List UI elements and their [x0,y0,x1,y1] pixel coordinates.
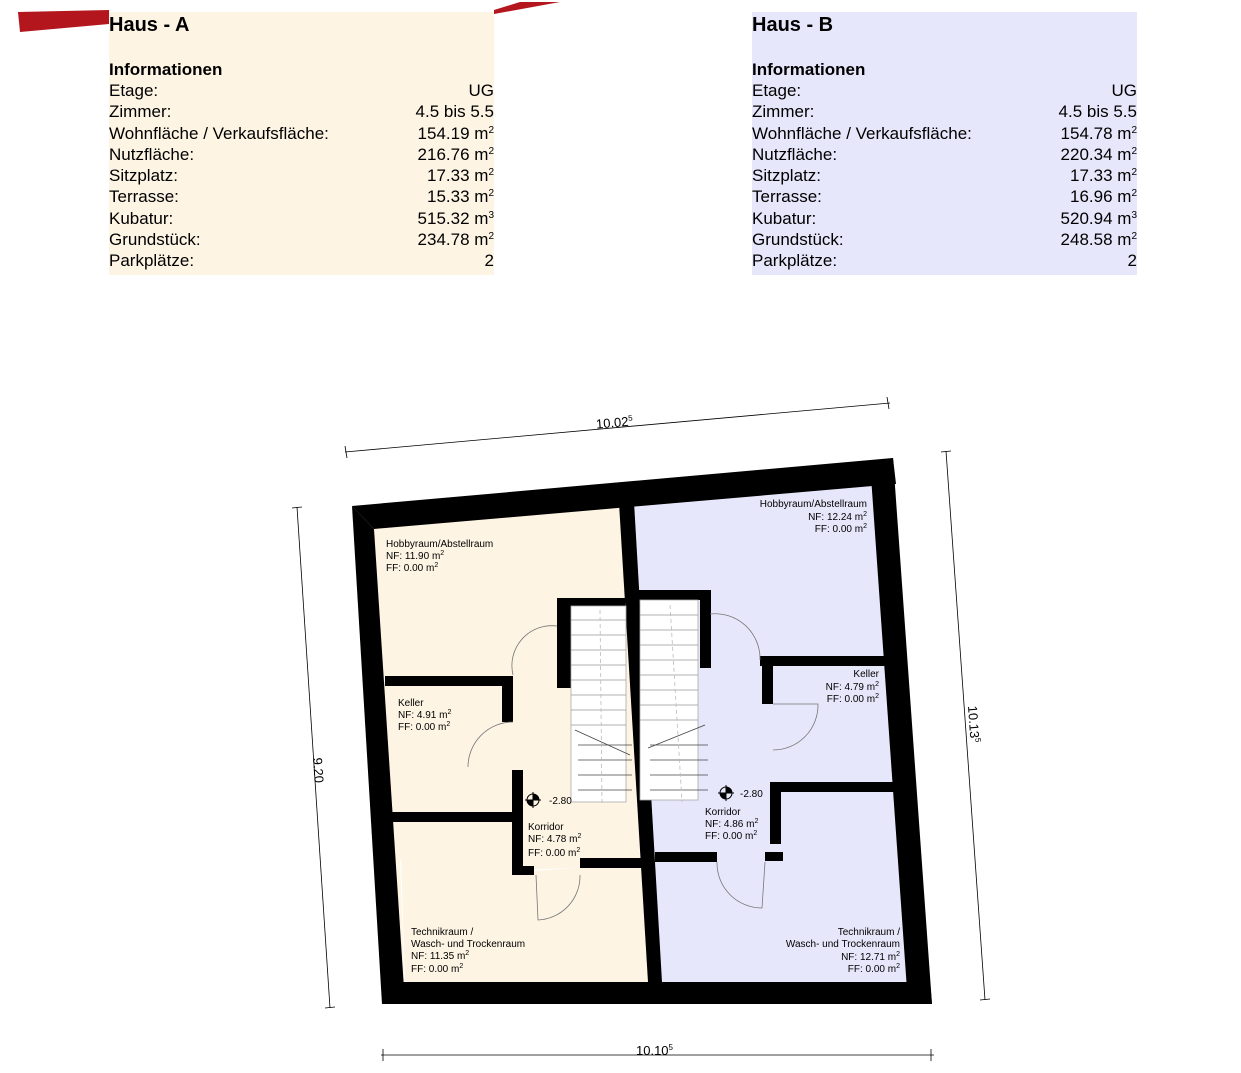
header-accent-band [18,10,109,32]
info-row [109,186,494,207]
info-row [752,208,1137,229]
info-label: Parkplätze: [752,251,838,271]
info-label: Zimmer: [752,102,815,122]
svg-text:Wasch- und Trockenraum: Wasch- und Trockenraum [411,939,526,950]
info-value: 154.78 $m^2$ [1060,123,1137,143]
svg-text:NF: 11.35 m2: NF: 11.35 $m^2$ [411,950,470,962]
dimension-label-top: 10.02$^5$ [595,413,634,432]
haus-a-section-heading: Informationen [109,60,223,79]
dimension-label-left: 9.20 [310,757,327,784]
info-value: 4.5 bis 5.5 [415,102,494,122]
info-value: 520.94 $m^3$ [1060,208,1137,228]
haus-b-section-heading: Informationen [752,60,866,79]
svg-text:Technikraum /: Technikraum / [411,927,474,938]
info-row [109,208,494,229]
info-label: Nutzfläche: [752,144,838,164]
info-row [752,123,1137,144]
info-row [109,250,494,271]
info-value: UG [1111,81,1137,100]
info-label: Wohnfläche / Verkaufsfläche: [109,123,329,143]
header-accent-band-2 [494,2,560,14]
info-label: Sitzplatz: [109,166,178,186]
info-value: 2 [484,251,494,271]
svg-text:FF: 0.00 m2: FF: 0.00 $m^2$ [411,963,464,975]
info-label: Kubatur: [752,208,817,228]
info-value: 17.33 $m^2$ [427,166,494,186]
svg-text:Wasch- und Trockenraum: Wasch- und Trockenraum [785,939,900,950]
info-value: 220.34 $m^2$ [1060,144,1137,164]
info-row [109,144,494,165]
svg-text:NF: 12.71 m2: NF: 12.71 $m^2$ [841,951,900,963]
svg-text:NF: 11.90 m2: NF: 11.90 $m^2$ [386,550,445,562]
haus-b-info-panel [752,12,1137,275]
info-value: 15.33 $m^2$ [427,187,494,207]
info-label: Kubatur: [109,208,174,228]
info-row [752,144,1137,165]
info-value: 515.32 $m^3$ [417,208,494,228]
svg-text:NF: 4.91 m2: NF: 4.91 $m^2$ [398,709,452,721]
info-label: Nutzfläche: [109,144,195,164]
info-value: 4.5 bis 5.5 [1058,102,1137,122]
info-value: 16.96 $m^2$ [1070,187,1137,207]
dimension-label-right: 10.13$^5$ [965,705,983,743]
stairs-a [571,606,632,805]
svg-text:FF: 0.00 m2: FF: 0.00 $m^2$ [826,693,879,705]
info-row [109,229,494,250]
svg-text:Technikraum /: Technikraum / [837,927,900,938]
haus-a-info-panel [109,12,494,275]
svg-text:NF: 4.86 m2: NF: 4.86 $m^2$ [705,818,759,830]
info-value: UG [468,81,494,100]
svg-text:FF: 0.00 m2: FF: 0.00 $m^2$ [705,830,758,842]
info-value: 2 [1127,251,1137,271]
info-value: 248.58 $m^2$ [1060,230,1137,250]
info-row [752,80,1137,101]
info-label: Sitzplatz: [752,166,821,186]
info-row [752,186,1137,207]
svg-text:Hobbyraum/Abstellraum: Hobbyraum/Abstellraum [386,539,494,550]
svg-text:Keller: Keller [853,669,879,680]
haus-a-title: Haus - A [109,14,190,36]
info-label: Parkplätze: [109,251,195,271]
dimension-label-bottom: 10.10$^5$ [636,1043,673,1058]
info-value: 216.76 $m^2$ [417,144,494,164]
svg-text:FF: 0.00 m2: FF: 0.00 $m^2$ [528,847,581,859]
stairs-b [640,600,708,802]
info-row [752,250,1137,271]
info-row [109,80,494,101]
svg-text:FF: 0.00 m2: FF: 0.00 $m^2$ [814,523,867,535]
info-row [752,165,1137,186]
info-value: 154.19 $m^2$ [417,123,494,143]
info-row [752,229,1137,250]
info-row [752,101,1137,122]
info-row [109,101,494,122]
info-label: Grundstück: [752,230,844,250]
svg-text:FF: 0.00 m2: FF: 0.00 $m^2$ [398,721,451,733]
level-label-b: -2.80 [740,789,763,800]
svg-text:NF: 4.79 m2: NF: 4.79 $m^2$ [825,681,879,693]
level-label-a: -2.80 [549,796,572,807]
info-label: Zimmer: [109,102,172,122]
info-row [109,165,494,186]
svg-text:Keller: Keller [398,698,424,709]
dimension-line-right [941,451,990,1000]
info-label: Terrasse: [109,187,179,207]
svg-text:Hobbyraum/Abstellraum: Hobbyraum/Abstellraum [759,499,867,510]
svg-text:FF: 0.00 m2: FF: 0.00 $m^2$ [847,963,900,975]
info-label: Wohnfläche / Verkaufsfläche: [752,123,972,143]
info-label: Etage: [752,81,802,100]
svg-text:FF: 0.00 m2: FF: 0.00 $m^2$ [386,562,439,574]
info-label: Etage: [109,81,159,100]
svg-text:NF: 4.78 m2: NF: 4.78 $m^2$ [528,833,582,845]
haus-b-title: Haus - B [752,14,834,36]
info-value: 234.78 $m^2$ [417,230,494,250]
svg-text:Korridor: Korridor [528,822,564,833]
info-row [109,123,494,144]
haus-a-info-table [109,80,494,272]
info-value: 17.33 $m^2$ [1070,166,1137,186]
info-label: Grundstück: [109,230,201,250]
info-label: Terrasse: [752,187,822,207]
svg-text:NF: 12.24 m2: NF: 12.24 $m^2$ [808,511,867,523]
haus-b-info-table [752,80,1137,272]
svg-text:Korridor: Korridor [705,807,741,818]
